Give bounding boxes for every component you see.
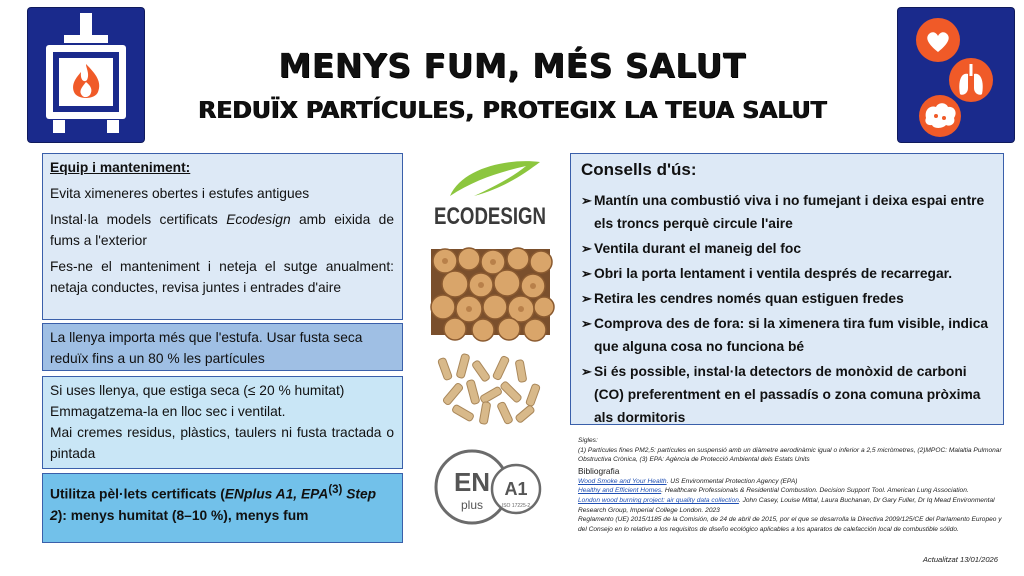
stove-tile xyxy=(28,8,144,142)
reference-2-link[interactable]: Healthy and Efficient Homes xyxy=(578,487,662,495)
leaf-icon xyxy=(428,152,553,232)
lungs-icon xyxy=(949,58,993,102)
reference-4: Reglamento (UE) 2015/1185 de la Comisión, de 24 de abril de 2015, por el que se desarrolla la Directiva 2009/125/CE del Parlamento Europeo y del Consejo en lo relativo a los requisitos de diseño ecológico aplicables a los aparatos de calefacción local de combustible sólido. xyxy=(578,516,1002,533)
dry-wood-box xyxy=(42,376,403,469)
arrow-bullet-icon: ➢ xyxy=(581,364,592,379)
pellets-box xyxy=(42,473,403,543)
arrow-bullet-icon: ➢ xyxy=(581,193,592,208)
health-tile xyxy=(898,8,1014,142)
usage-tips-heading: Consells d'ús: xyxy=(581,160,697,179)
ecodesign-logo-text: ECODESIGN xyxy=(434,203,546,230)
heart-lungs-brain-icon xyxy=(898,8,1014,142)
equipment-tip-1: Evita ximeneres obertes i estufes antigues xyxy=(50,186,310,201)
brain-icon xyxy=(919,95,961,137)
references-section xyxy=(578,436,1003,534)
reference-3-link[interactable]: London wood burning project: air quality data collection xyxy=(578,496,739,504)
usage-tip: ➢ Ventila durant el maneig del foc xyxy=(581,237,995,260)
reference-3: London wood burning project: air quality data collection. John Casey, Louise Mittal, Laura Buchanan, Dr Gary Fuller, Dr Iq Mead Environmental Research Group, Imperial College London. 2023 xyxy=(578,496,995,514)
usage-tip: ➢ Mantín una combustió viva i no fumejant i deixa espai entre els troncs perquè circule l'aire xyxy=(581,189,995,235)
firewood-logs-image xyxy=(431,249,550,335)
heart-icon xyxy=(916,18,960,62)
ecodesign-logo xyxy=(428,152,553,232)
pellets-text: Utilitza pèl·lets certificats (ENplus A1, EPA$^{(3)}$ Step 2): menys humitat (8–10 %), menys fum xyxy=(50,484,377,523)
usage-tip: ➢ Retira les cendres només quan estiguen fredes xyxy=(581,287,995,310)
updated-date: Actualitzat 13/01/2026 xyxy=(922,555,998,564)
equipment-tip-2: Instal·la models certificats Ecodesign amb eixida de fums a l'exterior xyxy=(50,212,394,248)
usage-tip: ➢ Comprova des de fora: si la ximenera tira fum visible, indica que alguna cosa no funciona bé xyxy=(581,312,995,358)
logs-icon xyxy=(431,249,550,335)
usage-tip: ➢ Obri la porta lentament i ventila després de recarregar. xyxy=(581,262,995,285)
enplus-certification-icon xyxy=(432,437,550,537)
page-subtitle: REDUÏX PARTÍCULES, PROTEGIX LA TEUA SALUT xyxy=(197,96,827,124)
enplus-iso-text: ISO 17225-2 xyxy=(501,503,531,509)
reference-1-link[interactable]: Wood Smoke and Your Health xyxy=(578,477,667,485)
usage-tips-box xyxy=(570,153,1004,425)
equipment-heading: Equip i manteniment: xyxy=(50,160,191,175)
bibliography-heading: Bibliografia xyxy=(578,465,620,476)
acronyms-heading: Sigles: xyxy=(578,437,598,444)
enplus-a1-logo xyxy=(432,437,550,537)
firewood-matters-box xyxy=(42,323,403,371)
usage-tip: ➢ Si és possible, instal·la detectors de monòxid de carboni (CO) preferentment en el passadís o zona comuna pròxima als dormitoris xyxy=(581,360,995,429)
equipment-maintenance-box xyxy=(42,153,403,320)
reference-1: Wood Smoke and Your Health. US Environmental Protection Agency (EPA) xyxy=(578,477,798,485)
equipment-tip-3: Fes-ne el manteniment i neteja el sutge anualment: netaja conductes, revisa juntes i entrades d'aire xyxy=(50,259,394,295)
enplus-plus-text: plus xyxy=(460,498,484,512)
arrow-bullet-icon: ➢ xyxy=(581,316,592,331)
dry-wood-line-1: Si uses llenya, que estiga seca (≤ 20 % humitat) xyxy=(50,383,345,398)
stove-fire-icon xyxy=(28,8,144,142)
pellets-icon xyxy=(431,350,550,428)
enplus-a1-text: A1 xyxy=(504,479,528,499)
arrow-bullet-icon: ➢ xyxy=(581,291,592,306)
reference-2: Healthy and Efficient Homes. Healthcare Professionals & Residential Combustion. Decision Support Tool. American Lung Association. xyxy=(578,487,969,495)
arrow-bullet-icon: ➢ xyxy=(581,266,592,281)
arrow-bullet-icon: ➢ xyxy=(581,241,592,256)
wood-pellets-image xyxy=(431,350,550,428)
usage-tips-list xyxy=(581,189,995,429)
acronyms-text: (1) Partícules fines PM2,5: partícules en suspensió amb un diàmetre aerodinàmic igual o inferior a 2,5 micròmetres, (2)MPOC: Malaltia Pulmonar Obstructiva Crònica, (3) EPA: Agència de Protecció Ambiental dels Estats Units xyxy=(578,446,1002,464)
page-title: MENYS FUM, MÉS SALUT xyxy=(278,46,746,85)
dry-wood-line-2: Emmagatzema-la en lloc sec i ventilat. xyxy=(50,404,286,419)
firewood-matters-text: La llenya importa més que l'estufa. Usar fusta seca reduïx fins a un 80 % les partícules xyxy=(50,330,363,366)
dry-wood-line-3: Mai cremes residus, plàstics, taulers ni fusta tractada o pintada xyxy=(50,425,394,461)
enplus-en-text: EN xyxy=(453,467,491,497)
